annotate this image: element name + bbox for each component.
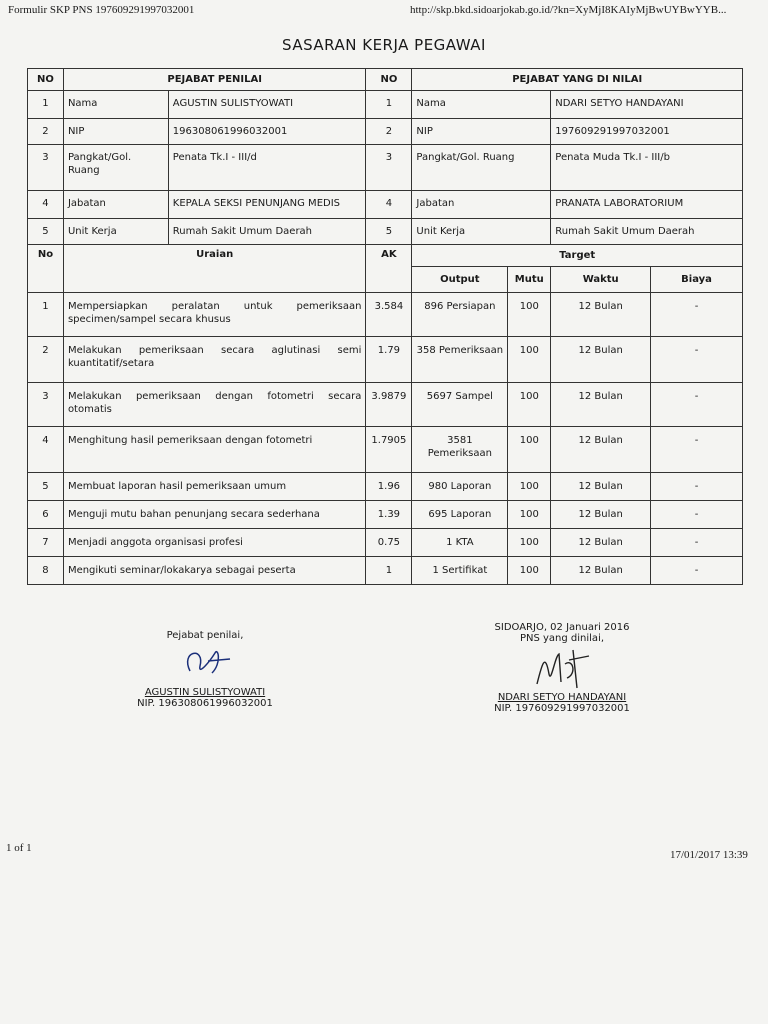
task-biaya: - bbox=[651, 473, 743, 501]
header-no: NO bbox=[28, 69, 64, 91]
tasks-header-row bbox=[28, 245, 743, 267]
signature-name-penilai: AGUSTIN SULISTYOWATI bbox=[144, 687, 266, 698]
task-biaya: - bbox=[651, 501, 743, 529]
handwritten-signature-penilai bbox=[160, 641, 250, 681]
task-biaya: - bbox=[651, 557, 743, 585]
official-no: 3 bbox=[28, 145, 64, 191]
task-output: 1 Sertifikat bbox=[412, 557, 508, 585]
task-mutu: 100 bbox=[508, 529, 551, 557]
task-mutu: 100 bbox=[508, 501, 551, 529]
task-row bbox=[28, 383, 743, 427]
task-biaya: - bbox=[651, 529, 743, 557]
official-no: 4 bbox=[28, 191, 64, 219]
task-output: 5697 Sampel bbox=[412, 383, 508, 427]
task-output: 896 Persiapan bbox=[412, 293, 508, 337]
header-no-2: NO bbox=[366, 69, 412, 91]
official-dinilai-value: Rumah Sakit Umum Daerah bbox=[551, 219, 743, 245]
task-mutu: 100 bbox=[508, 293, 551, 337]
official-penilai-value: 196308061996032001 bbox=[168, 119, 366, 145]
print-header-title: Formulir SKP PNS 197609291997032001 bbox=[8, 4, 195, 16]
signature-block-penilai bbox=[120, 630, 290, 709]
task-ak: 1.79 bbox=[366, 337, 412, 383]
task-mutu: 100 bbox=[508, 427, 551, 473]
official-row bbox=[28, 119, 743, 145]
official-no-2: 4 bbox=[366, 191, 412, 219]
task-output: 695 Laporan bbox=[412, 501, 508, 529]
official-penilai-value: Rumah Sakit Umum Daerah bbox=[168, 219, 366, 245]
header-biaya: Biaya bbox=[651, 267, 743, 293]
task-row bbox=[28, 501, 743, 529]
print-header-url: http://skp.bkd.sidoarjokab.go.id/?kn=XyMjI8KAIyMjBwUYBwYYB... bbox=[410, 4, 727, 16]
signature-place-date: SIDOARJO, 02 Januari 2016 bbox=[494, 622, 630, 633]
official-penilai-label: Unit Kerja bbox=[63, 219, 168, 245]
print-footer-timestamp: 17/01/2017 13:39 bbox=[670, 849, 748, 861]
task-uraian: Mengikuti seminar/lokakarya sebagai peserta bbox=[63, 557, 365, 585]
task-waktu: 12 Bulan bbox=[551, 427, 651, 473]
header-uraian: Uraian bbox=[63, 245, 365, 293]
official-no-2: 5 bbox=[366, 219, 412, 245]
official-dinilai-value: Penata Muda Tk.I - III/b bbox=[551, 145, 743, 191]
signature-nip-dinilai: NIP. 197609291997032001 bbox=[494, 703, 630, 714]
official-penilai-label: Pangkat/Gol. Ruang bbox=[63, 145, 168, 191]
task-output: 358 Pemeriksaan bbox=[412, 337, 508, 383]
task-ak: 1.39 bbox=[366, 501, 412, 529]
task-no: 5 bbox=[28, 473, 64, 501]
official-no: 5 bbox=[28, 219, 64, 245]
task-no: 8 bbox=[28, 557, 64, 585]
skp-table bbox=[27, 68, 743, 585]
official-row bbox=[28, 145, 743, 191]
signature-name-dinilai: NDARI SETYO HANDAYANI bbox=[497, 692, 627, 703]
signature-role-dinilai: PNS yang dinilai, bbox=[519, 633, 605, 644]
task-ak: 1 bbox=[366, 557, 412, 585]
task-output: 1 KTA bbox=[412, 529, 508, 557]
task-mutu: 100 bbox=[508, 557, 551, 585]
task-waktu: 12 Bulan bbox=[551, 293, 651, 337]
official-no-2: 1 bbox=[366, 91, 412, 119]
task-row bbox=[28, 293, 743, 337]
task-output: 3581 Pemeriksaan bbox=[412, 427, 508, 473]
official-penilai-value: Penata Tk.I - III/d bbox=[168, 145, 366, 191]
task-waktu: 12 Bulan bbox=[551, 529, 651, 557]
task-output: 980 Laporan bbox=[412, 473, 508, 501]
official-penilai-label: Jabatan bbox=[63, 191, 168, 219]
task-waktu: 12 Bulan bbox=[551, 501, 651, 529]
official-no: 1 bbox=[28, 91, 64, 119]
task-no: 1 bbox=[28, 293, 64, 337]
header-output: Output bbox=[412, 267, 508, 293]
task-no: 6 bbox=[28, 501, 64, 529]
task-biaya: - bbox=[651, 427, 743, 473]
official-no-2: 3 bbox=[366, 145, 412, 191]
signature-block-dinilai bbox=[472, 622, 652, 714]
task-waktu: 12 Bulan bbox=[551, 337, 651, 383]
task-uraian: Menghitung hasil pemeriksaan dengan fotometri bbox=[63, 427, 365, 473]
task-waktu: 12 Bulan bbox=[551, 473, 651, 501]
header-target: Target bbox=[412, 245, 743, 267]
header-mutu: Mutu bbox=[508, 267, 551, 293]
official-dinilai-label: Pangkat/Gol. Ruang bbox=[412, 145, 551, 191]
task-uraian: Melakukan pemeriksaan dengan fotometri secara otomatis bbox=[63, 383, 365, 427]
official-penilai-label: NIP bbox=[63, 119, 168, 145]
task-uraian: Melakukan pemeriksaan secara aglutinasi semi kuantitatif/setara bbox=[63, 337, 365, 383]
header-pejabat-penilai: PEJABAT PENILAI bbox=[63, 69, 365, 91]
header-ak: AK bbox=[366, 245, 412, 293]
task-ak: 0.75 bbox=[366, 529, 412, 557]
print-footer-page: 1 of 1 bbox=[6, 842, 32, 854]
task-biaya: - bbox=[651, 293, 743, 337]
task-ak: 3.584 bbox=[366, 293, 412, 337]
task-waktu: 12 Bulan bbox=[551, 383, 651, 427]
official-dinilai-label: Unit Kerja bbox=[412, 219, 551, 245]
task-no: 2 bbox=[28, 337, 64, 383]
task-uraian: Menguji mutu bahan penunjang secara sederhana bbox=[63, 501, 365, 529]
official-row bbox=[28, 91, 743, 119]
official-penilai-value: AGUSTIN SULISTYOWATI bbox=[168, 91, 366, 119]
task-row bbox=[28, 337, 743, 383]
task-no: 7 bbox=[28, 529, 64, 557]
official-row bbox=[28, 219, 743, 245]
officials-header-row bbox=[28, 69, 743, 91]
task-no: 4 bbox=[28, 427, 64, 473]
task-biaya: - bbox=[651, 383, 743, 427]
header-task-no: No bbox=[28, 245, 64, 293]
task-ak: 1.96 bbox=[366, 473, 412, 501]
header-pejabat-dinilai: PEJABAT YANG DI NILAI bbox=[412, 69, 743, 91]
task-mutu: 100 bbox=[508, 473, 551, 501]
official-dinilai-label: Nama bbox=[412, 91, 551, 119]
task-row bbox=[28, 473, 743, 501]
official-dinilai-value: PRANATA LABORATORIUM bbox=[551, 191, 743, 219]
official-dinilai-value: NDARI SETYO HANDAYANI bbox=[551, 91, 743, 119]
task-ak: 1.7905 bbox=[366, 427, 412, 473]
task-row bbox=[28, 427, 743, 473]
task-no: 3 bbox=[28, 383, 64, 427]
official-penilai-label: Nama bbox=[63, 91, 168, 119]
task-mutu: 100 bbox=[508, 383, 551, 427]
task-row bbox=[28, 557, 743, 585]
document-title: SASARAN KERJA PEGAWAI bbox=[282, 36, 486, 54]
header-waktu: Waktu bbox=[551, 267, 651, 293]
official-no: 2 bbox=[28, 119, 64, 145]
official-row bbox=[28, 191, 743, 219]
task-biaya: - bbox=[651, 337, 743, 383]
task-waktu: 12 Bulan bbox=[551, 557, 651, 585]
task-mutu: 100 bbox=[508, 337, 551, 383]
official-penilai-value: KEPALA SEKSI PENUNJANG MEDIS bbox=[168, 191, 366, 219]
official-no-2: 2 bbox=[366, 119, 412, 145]
handwritten-signature-dinilai bbox=[507, 644, 617, 692]
official-dinilai-value: 197609291997032001 bbox=[551, 119, 743, 145]
official-dinilai-label: Jabatan bbox=[412, 191, 551, 219]
task-uraian: Mempersiapkan peralatan untuk pemeriksaan specimen/sampel secara khusus bbox=[63, 293, 365, 337]
task-row bbox=[28, 529, 743, 557]
task-uraian: Menjadi anggota organisasi profesi bbox=[63, 529, 365, 557]
task-ak: 3.9879 bbox=[366, 383, 412, 427]
official-dinilai-label: NIP bbox=[412, 119, 551, 145]
signature-role-penilai: Pejabat penilai, bbox=[166, 630, 244, 641]
task-uraian: Membuat laporan hasil pemeriksaan umum bbox=[63, 473, 365, 501]
signature-nip-penilai: NIP. 196308061996032001 bbox=[137, 698, 273, 709]
